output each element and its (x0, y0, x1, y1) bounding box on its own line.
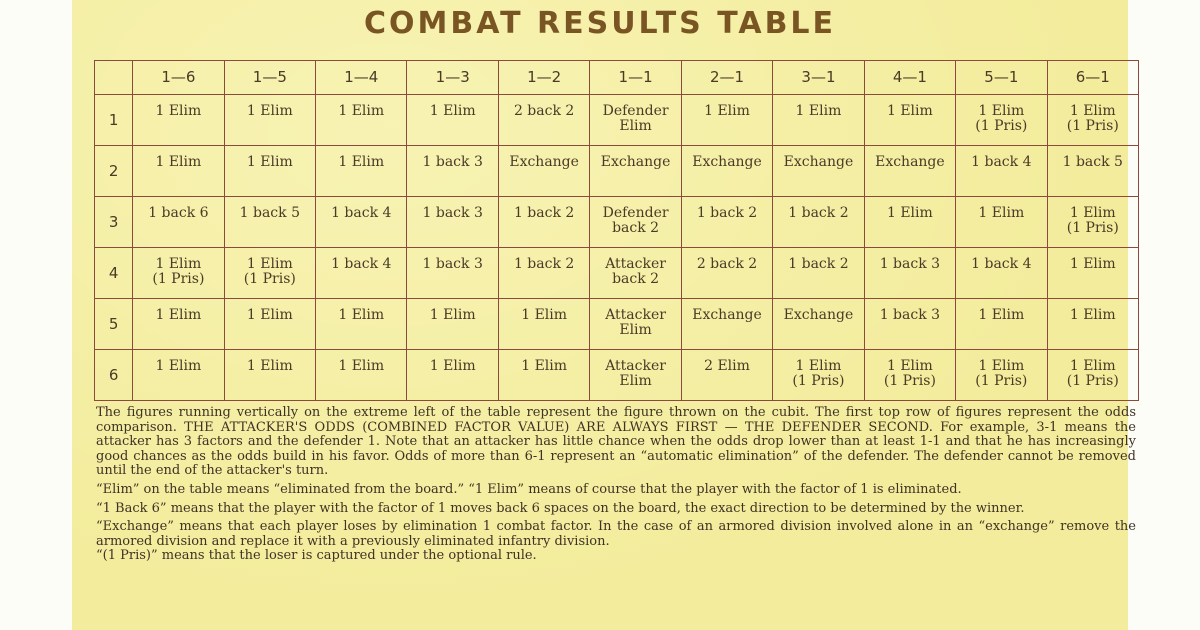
result-cell: 1 back 4 (316, 197, 407, 248)
result-cell: 1 back 2 (681, 197, 772, 248)
result-cell: 1 Elim (1 Pris) (773, 350, 864, 401)
result-cell: 1 back 3 (864, 299, 955, 350)
die-roll-cell: 6 (95, 350, 133, 401)
result-cell: 1 Elim (224, 350, 315, 401)
die-roll-cell: 2 (95, 146, 133, 197)
rules-sheet (72, 0, 1136, 630)
odds-header: 1—2 (498, 61, 589, 95)
result-cell: Exchange (773, 299, 864, 350)
result-cell: Attacker Elim (590, 299, 681, 350)
odds-header: 1—6 (133, 61, 224, 95)
result-cell: 1 Elim (498, 350, 589, 401)
result-cell: 1 Elim (1 Pris) (1047, 350, 1138, 401)
odds-header: 1—4 (316, 61, 407, 95)
result-cell: 2 Elim (681, 350, 772, 401)
result-cell: 1 back 3 (407, 197, 498, 248)
die-roll-cell: 4 (95, 248, 133, 299)
result-cell: 1 back 4 (316, 248, 407, 299)
result-cell: 1 back 4 (956, 146, 1047, 197)
result-cell: 1 back 2 (773, 248, 864, 299)
result-cell: 1 Elim (773, 95, 864, 146)
table-row (95, 350, 1139, 401)
result-cell: 1 back 3 (407, 146, 498, 197)
table-row (95, 95, 1139, 146)
result-cell: Exchange (864, 146, 955, 197)
result-cell: 1 Elim (1 Pris) (864, 350, 955, 401)
result-cell: Exchange (773, 146, 864, 197)
odds-header: 4—1 (864, 61, 955, 95)
result-cell: 1 back 2 (498, 197, 589, 248)
header-corner (95, 61, 133, 95)
table-row (95, 248, 1139, 299)
result-cell: Exchange (681, 146, 772, 197)
result-cell: 1 Elim (316, 299, 407, 350)
page-title: COMBAT RESULTS TABLE (363, 6, 837, 41)
result-cell: Defender Elim (590, 95, 681, 146)
die-roll-cell: 1 (95, 95, 133, 146)
note-paragraph: “(1 Pris)” means that the loser is captured under the optional rule. (96, 548, 537, 564)
odds-header: 5—1 (956, 61, 1047, 95)
result-cell: 1 back 3 (407, 248, 498, 299)
result-cell: 1 Elim (133, 350, 224, 401)
result-cell: 1 Elim (133, 299, 224, 350)
result-cell: 1 Elim (133, 95, 224, 146)
result-cell: Exchange (681, 299, 772, 350)
odds-header: 3—1 (773, 61, 864, 95)
note-paragraph: “1 Back 6” means that the player with the factor of 1 moves back 6 spaces on the board, the exact direction to be determined by the winner. (96, 500, 1025, 516)
odds-header: 1—5 (224, 61, 315, 95)
result-cell: 1 Elim (1 Pris) (1047, 95, 1138, 146)
result-cell: 1 Elim (1047, 299, 1138, 350)
table-row (95, 299, 1139, 350)
combat-results-table (94, 60, 1139, 401)
result-cell: Defender back 2 (590, 197, 681, 248)
note-paragraph: “Elim” on the table means “eliminated from the board.” “1 Elim” means of course that the player with the factor of 1 is eliminated. (96, 481, 962, 497)
result-cell: 1 back 5 (1047, 146, 1138, 197)
result-cell: 2 back 2 (681, 248, 772, 299)
result-cell: 1 Elim (956, 197, 1047, 248)
result-cell: 1 back 3 (864, 248, 955, 299)
result-cell: 1 Elim (1 Pris) (1047, 197, 1138, 248)
odds-header-row (95, 61, 1139, 95)
result-cell: 1 Elim (407, 350, 498, 401)
result-cell: 1 Elim (1 Pris) (956, 95, 1047, 146)
result-cell: 1 Elim (1 Pris) (956, 350, 1047, 401)
result-cell: 1 Elim (1 Pris) (133, 248, 224, 299)
odds-header: 1—3 (407, 61, 498, 95)
table-row (95, 146, 1139, 197)
result-cell: 1 Elim (681, 95, 772, 146)
result-cell: 1 Elim (1 Pris) (224, 248, 315, 299)
table-row (95, 197, 1139, 248)
result-cell: 1 back 6 (133, 197, 224, 248)
result-cell: 1 Elim (316, 146, 407, 197)
result-cell: 1 back 5 (224, 197, 315, 248)
odds-header: 1—1 (590, 61, 681, 95)
odds-header: 6—1 (1047, 61, 1138, 95)
result-cell: 1 back 2 (773, 197, 864, 248)
result-cell: 1 Elim (864, 95, 955, 146)
result-cell: Exchange (590, 146, 681, 197)
result-cell: 1 Elim (224, 299, 315, 350)
result-cell: Attacker Elim (590, 350, 681, 401)
result-cell: Exchange (498, 146, 589, 197)
result-cell: 1 Elim (498, 299, 589, 350)
result-cell: 1 Elim (224, 146, 315, 197)
note-paragraph: “Exchange” means that each player loses by elimination 1 combat factor. In the case of an armored division involved alone in an “exchange” remove the armored division and replace it with a previously eliminated infantry division. (96, 519, 1136, 549)
result-cell: 1 back 2 (498, 248, 589, 299)
odds-header: 2—1 (681, 61, 772, 95)
rules-notes (96, 406, 1136, 564)
result-cell: Attacker back 2 (590, 248, 681, 299)
result-cell: 1 Elim (224, 95, 315, 146)
result-cell: 2 back 2 (498, 95, 589, 146)
result-cell: 1 Elim (864, 197, 955, 248)
result-cell: 1 Elim (956, 299, 1047, 350)
result-cell: 1 Elim (133, 146, 224, 197)
result-cell: 1 Elim (316, 95, 407, 146)
result-cell: 1 Elim (1047, 248, 1138, 299)
results-body (95, 95, 1139, 401)
result-cell: 1 Elim (407, 299, 498, 350)
note-paragraph: The figures running vertically on the extreme left of the table represent the figure thrown on the cubit. The first top row of figures represent the odds comparison. THE ATTACKER'S ODDS (COMBINED FACTOR VALUE) ARE ALWAYS FIRST — THE DEFENDER SECOND. For example, 3-1 means the attacker has 3 factors and the defender 1. Note that an attacker has little chance when the odds drop lower than at least 1-1 and that he has increasingly good chances as the odds build in his favor. Odds of more than 6-1 represent an “automatic elimination” of the defender. The defender cannot be removed until the end of the attacker's turn. (96, 405, 1136, 479)
result-cell: 1 Elim (407, 95, 498, 146)
die-roll-cell: 3 (95, 197, 133, 248)
die-roll-cell: 5 (95, 299, 133, 350)
result-cell: 1 back 4 (956, 248, 1047, 299)
result-cell: 1 Elim (316, 350, 407, 401)
